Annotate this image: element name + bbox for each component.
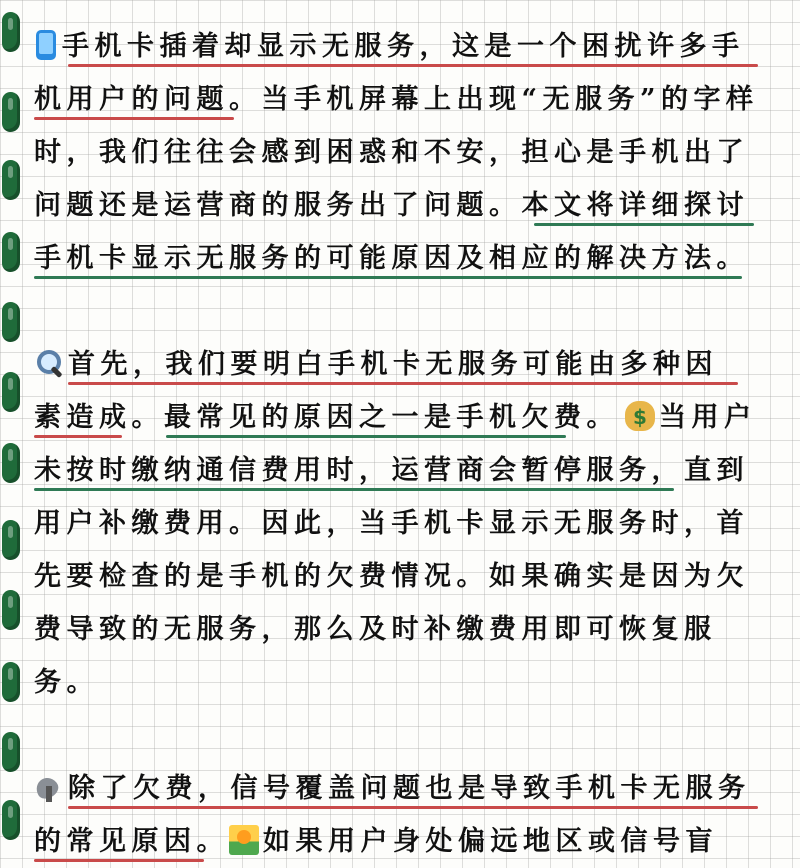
text-line xyxy=(34,762,774,815)
binding-ring xyxy=(2,732,20,772)
binding-ring xyxy=(2,520,20,560)
paragraph-gap xyxy=(34,709,774,762)
text-line xyxy=(34,391,774,444)
notebook-binding xyxy=(0,0,30,855)
line-text: 如果用户身处偏远地区或信号盲 xyxy=(263,826,718,857)
binding-ring xyxy=(2,443,20,483)
sunrise-icon xyxy=(229,825,259,855)
text-line xyxy=(34,815,774,868)
line-text: 手机卡显示无服务的可能原因及相应的解决方法。 xyxy=(34,243,749,274)
satellite-icon xyxy=(34,772,64,802)
line-text: 费导致的无服务，那么及时补缴费用即可恢复服 xyxy=(34,614,717,645)
line-text: 问题还是运营商的服务出了问题。本文将详细探讨 xyxy=(34,190,749,221)
line-text: 用户补缴费用。因此，当手机卡显示无服务时，首 xyxy=(34,508,749,539)
green-underline xyxy=(34,488,674,491)
red-underline xyxy=(34,435,122,438)
text-line xyxy=(34,179,774,232)
phone-icon xyxy=(36,30,56,60)
binding-ring xyxy=(2,232,20,272)
line-text: 手机卡插着却显示无服务，这是一个困扰许多手 xyxy=(62,31,745,62)
moneybag-icon xyxy=(625,401,655,431)
binding-ring xyxy=(2,12,20,52)
text-line xyxy=(34,497,774,550)
red-underline xyxy=(68,382,738,385)
text-line xyxy=(34,656,774,709)
line-text: 的常见原因。 xyxy=(34,826,229,857)
article-body xyxy=(34,20,774,868)
text-line xyxy=(34,126,774,179)
magnifier-icon xyxy=(34,348,64,378)
green-underline xyxy=(34,276,742,279)
line-text: 首先，我们要明白手机卡无服务可能由多种因 xyxy=(68,349,718,380)
line-text: 素造成。最常见的原因之一是手机欠费。 xyxy=(34,402,619,433)
line-text: 务。 xyxy=(34,667,99,698)
binding-ring xyxy=(2,302,20,342)
binding-ring xyxy=(2,800,20,840)
line-text: 除了欠费，信号覆盖问题也是导致手机卡无服务 xyxy=(68,773,751,804)
line-text: 时，我们往往会感到困惑和不安，担心是手机出了 xyxy=(34,137,749,168)
green-underline xyxy=(166,435,566,438)
red-underline xyxy=(34,859,204,862)
line-text: 先要检查的是手机的欠费情况。如果确实是因为欠 xyxy=(34,561,749,592)
red-underline xyxy=(34,117,234,120)
binding-ring xyxy=(2,372,20,412)
red-underline xyxy=(68,806,758,809)
text-line xyxy=(34,73,774,126)
text-line xyxy=(34,444,774,497)
text-line xyxy=(34,20,774,73)
text-line xyxy=(34,338,774,391)
binding-ring xyxy=(2,92,20,132)
binding-ring xyxy=(2,662,20,702)
text-line xyxy=(34,232,774,285)
line-text: 机用户的问题。当手机屏幕上出现“无服务”的字样 xyxy=(34,84,759,115)
text-line xyxy=(34,603,774,656)
line-text: 未按时缴纳通信费用时，运营商会暂停服务，直到 xyxy=(34,455,749,486)
red-underline xyxy=(68,64,758,67)
line-text: 当用户 xyxy=(659,402,757,433)
binding-ring xyxy=(2,590,20,630)
binding-ring xyxy=(2,160,20,200)
green-underline xyxy=(534,223,754,226)
paragraph-gap xyxy=(34,285,774,338)
text-line xyxy=(34,550,774,603)
